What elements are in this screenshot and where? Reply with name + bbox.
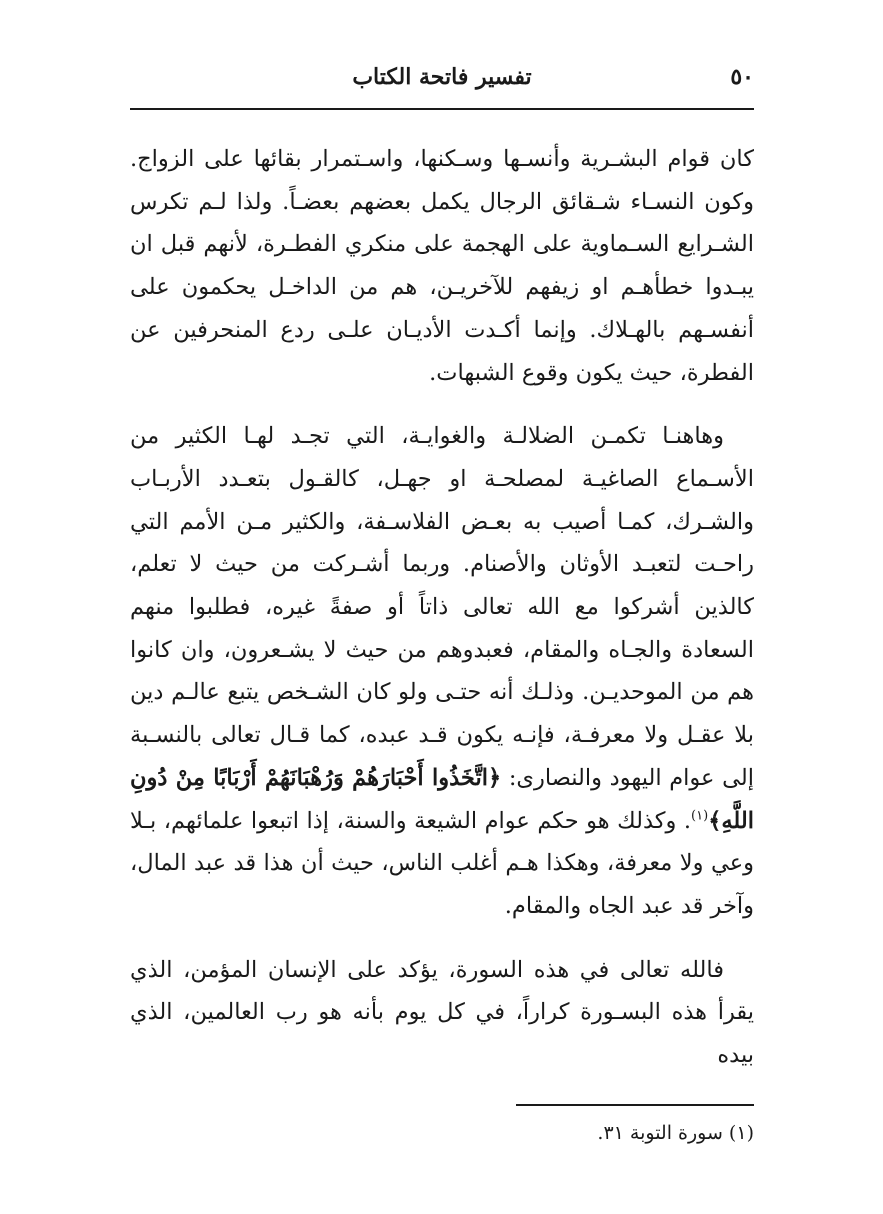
running-title: تفسير فاتحة الكتاب	[352, 64, 532, 90]
page-number: ٥٠	[730, 64, 754, 90]
paragraph-1: كان قوام البشـرية وأنسـها وسـكنها، واسـتمرار بقائها على الزواج. وكون النسـاء شـقائق الرجال يكمل بعضهم بعضـاً. ولذا لـم تكرس الشـرايع السـماوية على الهجمة على منكري الفطـرة، لأنهم قبل ان يبـدوا خطأهـم او زيفهم للآخريـن، هم من الداخـل يحكمون على أنفسـهم بالهـلاك. وإنما أكـدت الأديـان علـى ردع المنحرفين عن الفطرة، حيث يكون وقوع الشبهات.	[130, 146, 754, 386]
paragraph-3: فالله تعالى في هذه السورة، يؤكد على الإنسان المؤمن، الذي يقرأ هذه البسـورة كراراً، في كل يوم بأنه هو رب العالمين، الذي بيده	[130, 956, 754, 1069]
footnote-reference: (١)	[691, 808, 709, 824]
footnote: (١) سورة التوبة ٣١.	[597, 1122, 754, 1144]
paragraph-2-text-after: . وكذلك هو حكم عوام الشيعة والسنة، إذا اتبعوا علمائهم، بـلا وعي ولا معرفة، وهكذا هـم أغلب الناس، حيث أن هذا قد عبد المال، وآخر قد عبد الجاه والمقام.	[130, 807, 754, 919]
paragraph-2-text-before: وهاهنـا تكمـن الضلالـة والغوايـة، التي تجـد لهـا الكثير من الأسـماع الصاغيـة لمصلحـة او جهـل، كالقـول بتعـدد الأربـاب والشـرك، كمـا أصيب به بعـض الفلاسـفة، والكثير مـن الأمم التي راحـت لتعبـد الأوثان والأصنام. وربما أشـركت من حيث لا تعلم، كالذين أشركوا مع الله تعالى ذاتاً أو صفةً غيره، فطلبوا منهم السعادة والجـاه والمقام، فعبدوهم من حيث لا يشـعرون، وان كانوا هم من الموحديـن. وذلـك أنه حتـى ولو كان الشـخص يتبع عالـم دين بلا عقـل ولا معرفـة، فإنـه يكون قـد عبده، كما قـال تعالى بالنسـبة إلى عوام اليهود والنصارى:	[130, 423, 755, 791]
header-rule	[130, 108, 754, 110]
footnote-rule	[516, 1104, 754, 1106]
page-header	[130, 58, 754, 102]
paragraph-2	[130, 415, 754, 927]
body-text	[130, 138, 754, 1098]
quran-verse: ﴿اتَّخَذُوا أَحْبَارَهُمْ وَرُهْبَانَهُمْ أَرْبَابًا مِنْ دُونِ اللَّهِ﴾	[130, 764, 754, 834]
